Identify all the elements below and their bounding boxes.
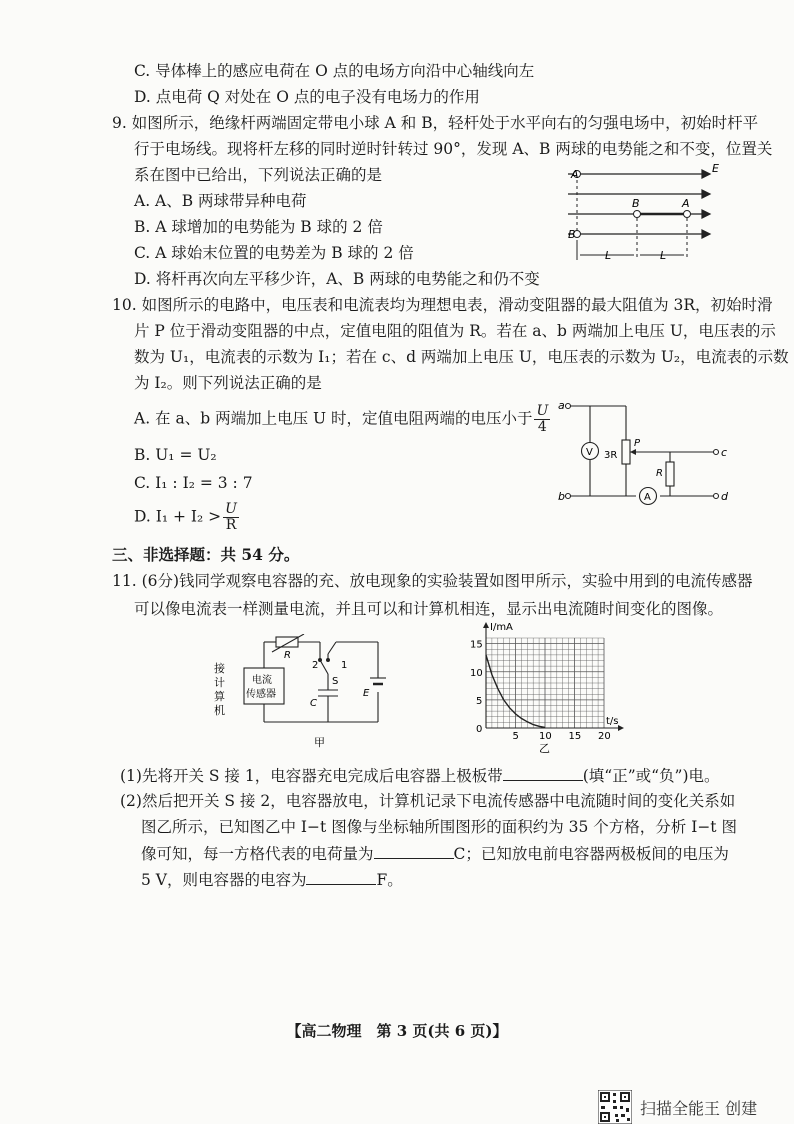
q11-part-1 bbox=[120, 764, 720, 787]
q9-label-a-top: A bbox=[571, 168, 579, 181]
q9-stem-line-1: 9. 如图所示，绝缘杆两端固定带电小球 A 和 B，轻杆处于水平向右的匀强电场中，初始时杆平 bbox=[112, 114, 759, 132]
q11-part-2-line-4-text: 5 V，则电容器的电容为 bbox=[141, 871, 307, 889]
q11-part-2-line-3-text: 像可知，每一方格代表的电荷量为 bbox=[141, 845, 374, 863]
q11-sensor-label-2: 传感器 bbox=[246, 689, 276, 700]
x-tick-label: 10 bbox=[539, 731, 552, 742]
q10-rheostat-label: 3R bbox=[604, 450, 618, 461]
y-tick-label: 15 bbox=[470, 639, 483, 651]
scanner-watermark bbox=[598, 1090, 757, 1124]
q11-capacitor-label: C bbox=[310, 698, 317, 709]
q10-option-d-denominator: R bbox=[225, 517, 237, 533]
page-footer: 【高二物理 第 3 页(共 6 页)】 bbox=[286, 1022, 508, 1040]
q10-stem-line-3: 数为 U₁，电流表的示数为 I₁；若在 c、d 两端加上电压 U，电压表的示数为 U₂，电流表的示数 bbox=[134, 348, 789, 366]
q9-label-b-mid: B bbox=[632, 197, 640, 210]
q9-option-b: B. A 球增加的电势能为 B 球的 2 倍 bbox=[134, 218, 383, 236]
q11-part-1-text-tail: (填“正”或“负”)电。 bbox=[582, 767, 720, 785]
q8-option-c: C. 导体棒上的感应电荷在 O 点的电场方向沿中心轴线向左 bbox=[134, 62, 535, 80]
q10-option-b: B. U₁ = U₂ bbox=[134, 446, 217, 464]
q11-figure-a bbox=[210, 634, 410, 752]
x-tick-label: 20 bbox=[598, 731, 611, 742]
q10-option-a-numerator: U bbox=[536, 403, 549, 419]
q11-computer-label-4: 机 bbox=[214, 704, 225, 717]
q11-part-2-line-4-tail: F。 bbox=[376, 871, 403, 889]
y-axis-arrow bbox=[483, 622, 489, 628]
q11-answer-blank-2[interactable] bbox=[374, 842, 454, 859]
q11-resistor-label: R bbox=[284, 650, 291, 661]
q11-figure-a-caption: 甲 bbox=[314, 736, 325, 749]
q10-option-d-numerator: U bbox=[225, 501, 237, 517]
q10-ammeter-label: A bbox=[644, 492, 651, 503]
q11-battery-label: E bbox=[363, 688, 370, 699]
q9-field-label: E bbox=[712, 162, 719, 175]
x-tick-label: 15 bbox=[568, 731, 582, 742]
q9-stem-line-2: 行于电场线。现将杆左移的同时逆时针转过 90°，发现 A、B 两球的电势能之和不变，位置关 bbox=[134, 140, 773, 158]
q11-switch-pos-1: 1 bbox=[341, 660, 348, 671]
q9-dim-label-left: L bbox=[605, 249, 612, 262]
scanner-label: 扫描全能王 创建 bbox=[640, 1098, 758, 1118]
q10-resistor-label: R bbox=[656, 468, 663, 479]
q11-computer-label-2: 计 bbox=[214, 676, 225, 689]
q10-option-a-fraction bbox=[534, 404, 550, 435]
q10-terminal-b: b bbox=[558, 490, 565, 503]
q11-part-2-line-1: (2)然后把开关 S 接 2，电容器放电，计算机记录下电流传感器中电流随时间的变化关系如 bbox=[120, 792, 736, 810]
q10-stem-line-4: 为 I₂。则下列说法正确的是 bbox=[134, 374, 322, 392]
q9-option-d: D. 将杆再次向左平移少许，A、B 两球的电势能之和仍不变 bbox=[134, 270, 540, 288]
q10-stem-line-1: 10. 如图所示的电路中，电压表和电流表均为理想电表，滑动变阻器的最大阻值为 3R，初始时滑 bbox=[112, 296, 773, 314]
q10-terminal-c: c bbox=[721, 446, 728, 459]
q11-stem-line-1: 11. (6分)钱同学观察电容器的充、放电现象的实验装置如图甲所示，实验中用到的电流传感器 bbox=[112, 572, 753, 590]
chart-axes bbox=[483, 622, 624, 731]
q11-part-1-text: (1)先将开关 S 接 1，电容器充电完成后电容器上极板带 bbox=[120, 767, 503, 785]
q9-dim-label-right: L bbox=[660, 249, 667, 262]
q10-circuit-figure bbox=[556, 396, 732, 510]
q9-option-c: C. A 球始末位置的电势差为 B 球的 2 倍 bbox=[134, 244, 414, 262]
q10-option-c: C. I₁ : I₂ = 3 : 7 bbox=[134, 474, 253, 492]
q10-option-a-denominator: 4 bbox=[537, 419, 547, 435]
q9-label-a-mid: A bbox=[682, 197, 690, 210]
q11-switch-label: S bbox=[332, 676, 339, 687]
q11-sensor-label-1: 电流 bbox=[252, 675, 272, 686]
q10-slider-label: P bbox=[634, 438, 641, 449]
section-heading: 三、非选择题：共 54 分。 bbox=[112, 545, 300, 564]
q10-terminal-a: a bbox=[558, 399, 565, 412]
q9-label-b-bottom: B bbox=[568, 228, 576, 241]
q8-option-d: D. 点电荷 Q 对处在 O 点的电子没有电场力的作用 bbox=[134, 88, 480, 106]
q10-option-d-fraction bbox=[223, 502, 239, 533]
q11-switch-pos-2: 2 bbox=[312, 660, 319, 671]
q9-field-figure bbox=[560, 160, 720, 270]
q11-answer-blank-3[interactable] bbox=[306, 868, 376, 885]
q11-part-2-line-4 bbox=[141, 868, 403, 891]
q11-part-2-line-2: 图乙所示，已知图乙中 I−t 图像与坐标轴所围图形的面积约为 35 个方格，分析 I−t 图 bbox=[141, 818, 737, 836]
q11-stem-line-2: 可以像电流表一样测量电流，并且可以和计算机相连，显示出电流随时间变化的图像。 bbox=[134, 600, 724, 618]
q11-it-chart bbox=[450, 620, 630, 756]
q11-answer-blank-1[interactable] bbox=[503, 764, 583, 781]
q10-option-d-text: D. I₁ + I₂ > bbox=[134, 507, 222, 526]
x-tick-label: 5 bbox=[512, 731, 519, 742]
q10-terminal-d: d bbox=[721, 490, 728, 503]
q11-part-2-line-3-tail: C；已知放电前电容器两极板间的电压为 bbox=[453, 845, 729, 863]
qr-code-icon bbox=[598, 1090, 632, 1124]
chart-y-axis-label: I/mA bbox=[490, 622, 513, 633]
chart-x-axis-label: t/s bbox=[606, 716, 619, 727]
y-tick-label: 10 bbox=[470, 667, 483, 679]
q10-option-a bbox=[134, 404, 552, 435]
q9-stem-line-3: 系在图中已给出，下列说法正确的是 bbox=[134, 166, 383, 184]
y-tick-label: 5 bbox=[476, 695, 483, 707]
q10-option-d bbox=[134, 502, 241, 533]
chart-origin-label: 0 bbox=[476, 724, 483, 735]
q9-option-a: A. A、B 两球带异种电荷 bbox=[134, 192, 307, 210]
chart-caption: 乙 bbox=[539, 742, 550, 755]
q10-stem-line-2: 片 P 位于滑动变阻器的中点，定值电阻的阻值为 R。若在 a、b 两端加上电压 U，电压表的示 bbox=[134, 322, 776, 340]
q11-part-2-line-3 bbox=[141, 842, 729, 865]
q10-voltmeter-label: V bbox=[586, 447, 593, 458]
chart-grid bbox=[486, 638, 604, 728]
q11-computer-label-3: 算 bbox=[214, 690, 225, 703]
q11-computer-label-1: 接 bbox=[214, 662, 225, 675]
q10-option-a-text: A. 在 a、b 两端加上电压 U 时，定值电阻两端的电压小于 bbox=[134, 409, 533, 428]
x-axis-arrow bbox=[618, 725, 624, 731]
